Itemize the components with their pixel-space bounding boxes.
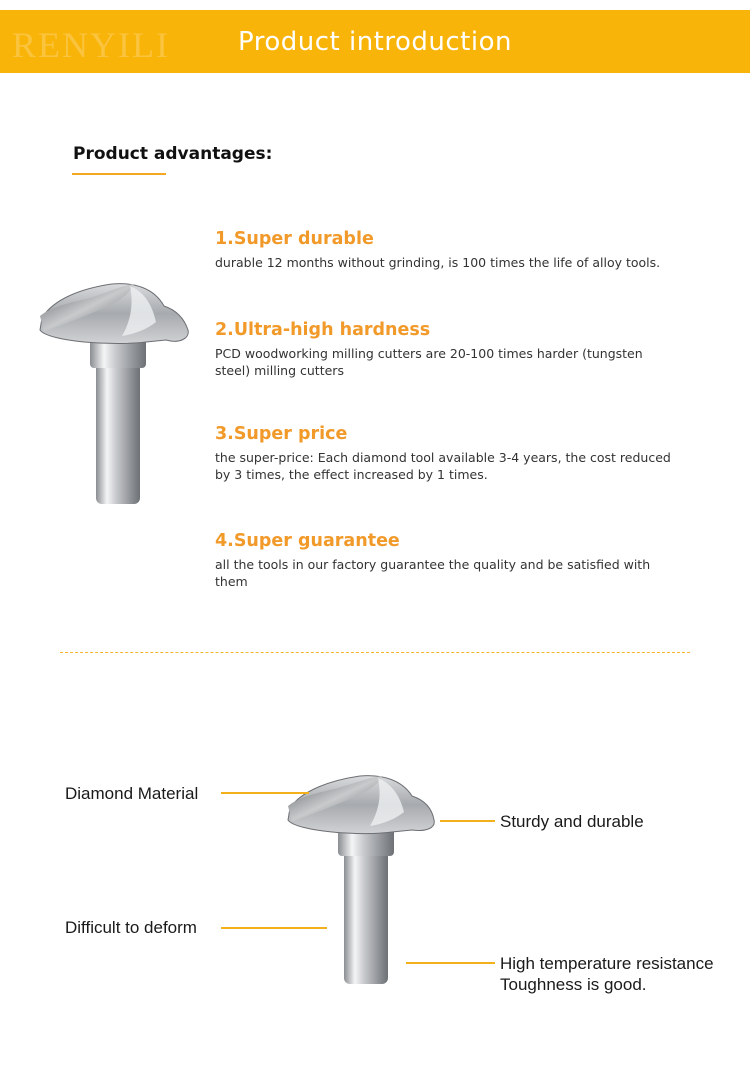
brand-watermark: RENYILI [12,25,170,65]
feature-title: 4.Super guarantee [215,531,400,551]
feature-2 [215,320,645,379]
section-divider [60,652,690,653]
feature-desc: the super-price: Each diamond tool available 3-4 years, the cost reduced by 3 times, the effect increased by 1 times. [215,450,671,482]
leader-diamond-material [221,792,309,794]
milling-cutter-image-top [34,278,200,510]
leader-sturdy-durable [440,820,495,822]
label-heat-line2: Toughness is good. [500,975,647,994]
milling-cutter-image-bottom [282,770,442,988]
feature-title: 2.Ultra-high hardness [215,320,431,340]
feature-4 [215,531,685,590]
feature-3 [215,424,685,483]
leader-difficult-deform [221,927,327,929]
label-diamond-material: Diamond Material [65,784,199,803]
label-high-temperature [500,953,714,995]
feature-title: 3.Super price [215,424,348,444]
page-title: Product introduction [238,27,512,57]
leader-high-temperature [406,962,495,964]
label-sturdy-durable: Sturdy and durable [500,812,644,831]
header-banner [0,10,750,73]
feature-desc: durable 12 months without grinding, is 100 times the life of alloy tools. [215,255,661,270]
feature-1 [215,229,715,271]
feature-desc: PCD woodworking milling cutters are 20-100 times harder (tungsten steel) milling cutters [215,346,643,378]
feature-title: 1.Super durable [215,229,374,249]
feature-desc: all the tools in our factory guarantee the quality and be satisfied with them [215,557,651,589]
label-difficult-deform: Difficult to deform [65,918,197,937]
advantages-heading: Product advantages: [73,144,273,164]
label-heat-line1: High temperature resistance [500,954,714,973]
heading-underline [72,173,166,175]
